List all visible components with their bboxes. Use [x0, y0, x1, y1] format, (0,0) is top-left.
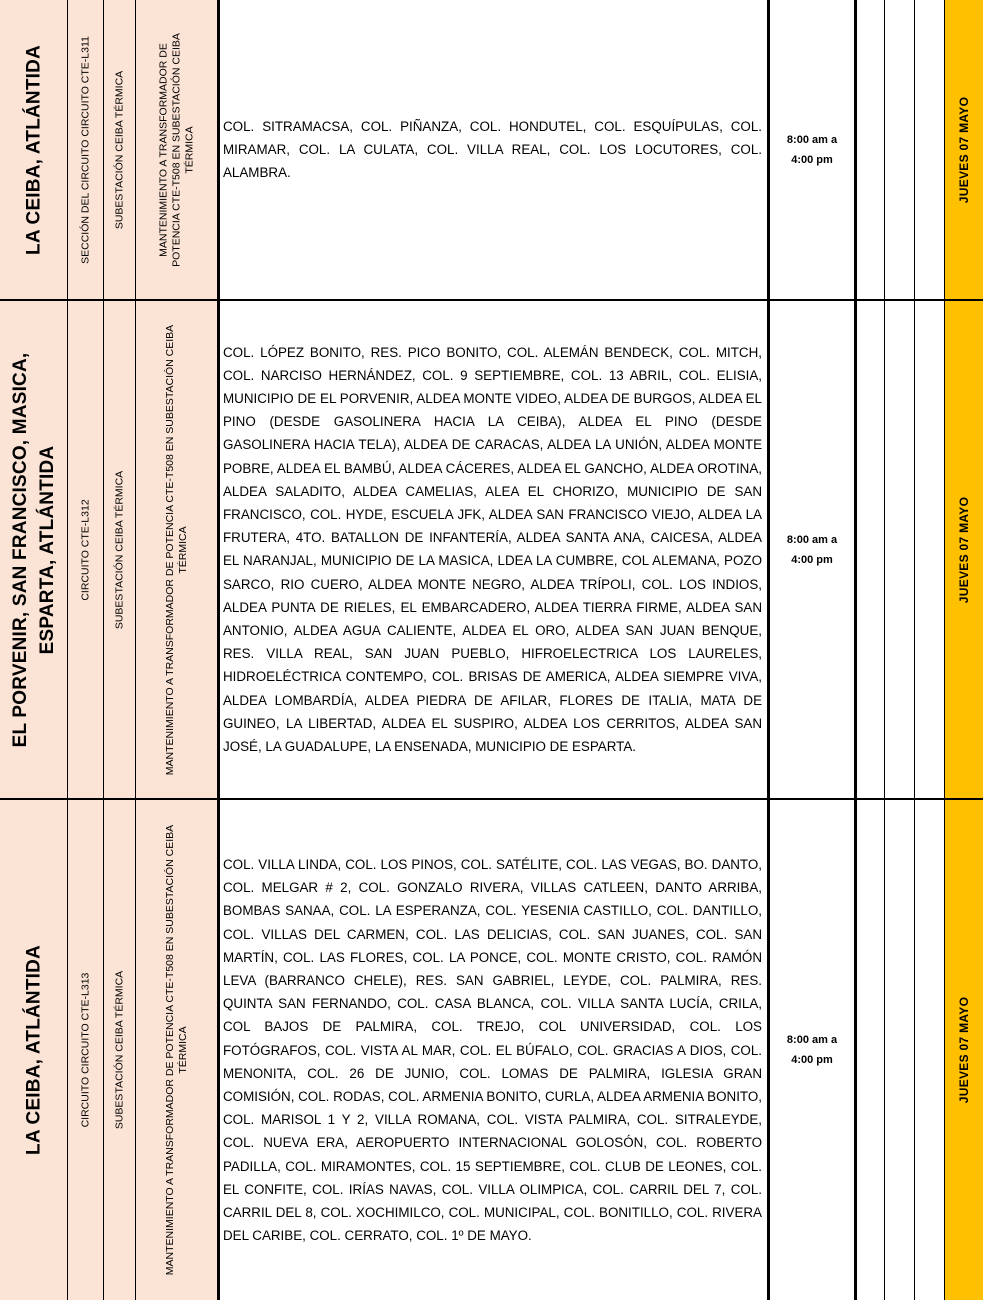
- row-2-time: 8:00 am a 4:00 pm: [786, 533, 838, 566]
- row-1-place: LA CEIBA, ATLÁNTIDA: [23, 44, 44, 255]
- row-2-time-cell: [770, 301, 857, 800]
- row-1-day-cell: [945, 0, 983, 301]
- row-1-substation-cell: [104, 0, 136, 301]
- row-3-place: LA CEIBA, ATLÁNTIDA: [23, 945, 44, 1155]
- row-2-work-cell: [136, 301, 218, 800]
- row-1-circuit-cell: [68, 0, 104, 301]
- row-3-time-cell: [770, 800, 857, 1300]
- row-1-time-cell: [770, 0, 857, 301]
- row-2-substation-cell: [104, 301, 136, 800]
- row-1-circuit: SECCIÓN DEL CIRCUITO CIRCUITO CTE-L311: [79, 35, 91, 264]
- row-2-work: MANTENIMIENTO A TRANSFORMADOR DE POTENCIA CTE-T508 EN SUBESTACIÓN CEIBA TÉRMICA: [163, 324, 189, 775]
- row-3-substation: SUBESTACIÓN CEIBA TÉRMICA: [113, 970, 125, 1130]
- row-3-substation-cell: [104, 800, 136, 1300]
- row-3-day: JUEVES 07 MAYO: [957, 996, 971, 1104]
- row-2-place: EL PORVENIR, SAN FRANCISCO, MASICA, ESPARTA, ATLÁNTIDA: [9, 352, 58, 747]
- row-2-areas-cell: [218, 301, 770, 800]
- row-2-empty-a: [857, 301, 885, 800]
- row-3-time: 8:00 am a 4:00 pm: [786, 1034, 838, 1066]
- row-2-day: JUEVES 07 MAYO: [957, 496, 971, 603]
- row-1-substation: SUBESTACIÓN CEIBA TÉRMICA: [113, 70, 125, 229]
- row-3-areas: COL. VILLA LINDA, COL. LOS PINOS, COL. SATÉLITE, COL. LAS VEGAS, BO. DANTO, COL. MELGAR # 2, COL. GONZALO RIVERA, VILLAS CATLEEN, DANTO ARRIBA, BOMBAS SANAA, COL. LA ESPERANZA, COL. YESENIA CASTILLO, COL. DANTILLO, COL. VILLAS DEL CARMEN, COL. LAS DELICIAS, COL. SAN JUANES, COL. SAN MARTÍN, COL. LAS FLORES, COL. LA PONCE, COL. MONTE CRISTO, COL. RAMÓN LEVA (BARRANCO CHELE), RES. SAN GABRIEL, LEYDE, COL. PALMIRA, RES. QUINTA SAN FERNANDO, COL. CASA BLANCA, COL. VILLA SANTA LUCÍA, CRILA, COL BAJOS DE PALMIRA, COL. TREJO, COL UNIVERSIDAD, COL. LOS FOTÓGRAFOS, COL. VISTA AL MAR, COL. EL BÚFALO, COL. GRACIAS A DIOS, COL. MENONITA, COL. 26 DE JUNIO, COL. LOMAS DE PALMIRA, IGLESIA GRAN COMISIÓN, COL. RODAS, COL. ARMENIA BONITO, CURLA, ALDEA ARMENIA BONITO, COL. MARISOL 1 Y 2, VILLA ROMANA, COL. VISTA PALMIRA, COL. SITRALEYDE, COL. NUEVA ERA, AEROPUERTO INTERNACIONAL GOLOSÓN, COL. ROBERTO PADILLA, COL. MIRAMONTES, COL. 15 SEPTIEMBRE, COL. CLUB DE LEONES, COL. EL CONFITE, COL. IRÍAS NAVAS, COL. VILLA OLIMPICA, COL. CARRIL DEL 7, COL. CARRIL DEL 8, COL. XOCHIMILCO, COL. MUNICIPAL, COL. BONITILLO, COL. RIVERA DEL CARIBE, COL. CERRATO, COL. 1º DE MAYO.: [223, 856, 762, 1244]
- row-3-day-cell: [945, 800, 983, 1300]
- row-3-empty-a: [857, 800, 885, 1300]
- row-1-empty-b: [885, 0, 915, 301]
- row-3-work: MANTENIMIENTO A TRANSFORMADOR DE POTENCIA CTE-T508 EN SUBESTACIÓN CEIBA TÉRMICA: [163, 824, 189, 1276]
- row-1-empty-a: [857, 0, 885, 301]
- row-3-circuit-cell: [68, 800, 104, 1300]
- row-3-empty-c: [915, 800, 945, 1300]
- row-2-circuit-cell: [68, 301, 104, 800]
- row-1-place-cell: [0, 0, 68, 301]
- row-1-areas-cell: [218, 0, 770, 301]
- row-3-work-cell: [136, 800, 218, 1300]
- row-1-day: JUEVES 07 MAYO: [957, 96, 971, 203]
- row-2-areas: COL. LÓPEZ BONITO, RES. PICO BONITO, COL. ALEMÁN BENDECK, COL. MITCH, COL. NARCISO HERNÁNDEZ, COL. 9 SEPTIEMBRE, COL. 13 ABRIL, COL. ELISIA, MUNICIPIO DE EL PORVENIR, ALDEA MONTE VIDEO, ALDEA DE BURGOS, ALDEA EL PINO (DESDE GASOLINERA HACIA LA CEIBA), ALDEA EL PINO (DESDE GASOLINERA HACIA TELA), ALDEA DE CARACAS, ALDEA LA UNIÓN, ALDEA MONTE POBRE, ALDEA EL BAMBÚ, ALDEA CÁCERES, ALDEA EL GANCHO, ALDEA OROTINA, ALDEA SALADITO, ALDEA CAMELIAS, ALEA EL CHORIZO, MUNICIPIO DE SAN FRANCISCO, COL. HYDE, ESCUELA JFK, ALDEA SAN FRANCISCO VIEJO, ALDEA LA FRUTERA, 4TO. BATALLON DE INFANTERÍA, ALDEA SANTA ANA, CAICESA, ALDEA EL NARANJAL, MUNICIPIO DE LA MASICA, LDEA LA CUMBRE, COL ALEMANA, POZO SARCO, RIO CUERO, ALDEA MONTE NEGRO, ALDEA TRÍPOLI, COL. LOS INDIOS, ALDEA PUNTA DE RIELES, EL EMBARCADERO, ALDEA TIERRA FIRME, ALDEA SAN ANTONIO, ALDEA AGUA CALIENTE, ALDEA EL ORO, ALDEA SAN JUAN BENQUE, RES. VILLA REAL, SAN JUAN PUEBLO, HIFROELECTRICA LOS LAURELES, HIDROELÉCTRICA CONTEMPO, COL. BRISAS DE AMERICA, ALDEA SIEMPRE VIVA, ALDEA LOMBARDÍA, ALDEA PIEDRA DE AFILAR, FLORES DE ITALIA, MATA DE GUINEO, LA LIBERTAD, ALDEA EL SUSPIRO, ALDEA LOS CERRITOS, ALDEA SAN JOSÉ, LA GUADALUPE, LA ENSENADA, MUNICIPIO DE ESPARTA.: [223, 344, 762, 755]
- row-2-empty-b: [885, 301, 915, 800]
- row-2-place-cell: [0, 301, 68, 800]
- row-2-empty-c: [915, 301, 945, 800]
- row-2-day-cell: [945, 301, 983, 800]
- row-2-circuit: CIRCUITO CTE-L312: [79, 498, 91, 601]
- row-1-areas: COL. SITRAMACSA, COL. PIÑANZA, COL. HONDUTEL, COL. ESQUÍPULAS, COL. MIRAMAR, COL. LA CULATA, COL. VILLA REAL, COL. LOS LOCUTORES, COL. ALAMBRA.: [223, 118, 762, 181]
- row-2-substation: SUBESTACIÓN CEIBA TÉRMICA: [113, 470, 125, 629]
- row-3-circuit: CIRCUITO CIRCUITO CTE-L313: [79, 972, 91, 1128]
- row-1-work-cell: [136, 0, 218, 301]
- row-3-areas-cell: [218, 800, 770, 1300]
- row-1-empty-c: [915, 0, 945, 301]
- row-3-place-cell: [0, 800, 68, 1300]
- row-1-work: MANTENIMIENTO A TRANSFORMADOR DE POTENCIA CTE-T508 EN SUBESTACIÓN CEIBA TÉRMICA: [157, 32, 195, 267]
- row-1-time: 8:00 am a 4:00 pm: [786, 133, 838, 166]
- row-3-empty-b: [885, 800, 915, 1300]
